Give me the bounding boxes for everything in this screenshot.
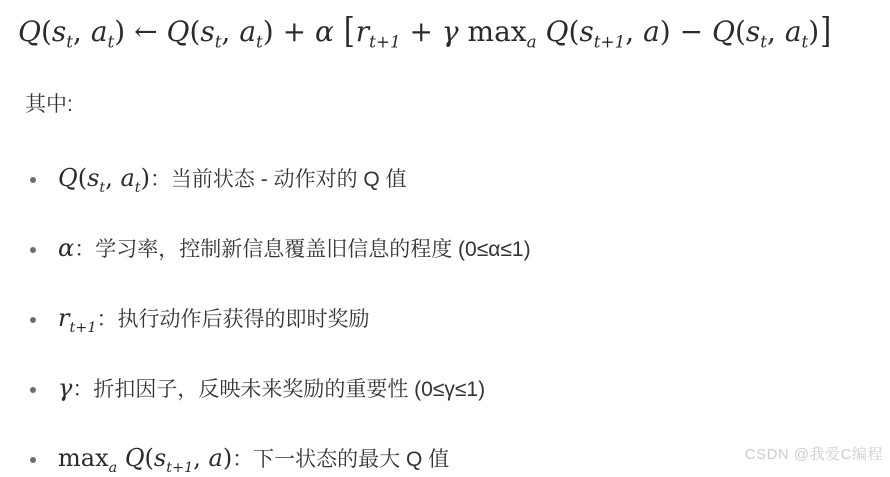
bullet-term: $r_{t+1}$ bbox=[58, 304, 97, 336]
list-item bbox=[30, 233, 531, 267]
list-item bbox=[30, 163, 531, 197]
csdn-watermark: CSDN @我爱C编程 bbox=[744, 446, 883, 463]
bullet-term: γ bbox=[58, 374, 73, 402]
bullet-dot-icon bbox=[30, 247, 36, 253]
bullet-dot-icon bbox=[30, 317, 36, 323]
bullet-desc: ：执行动作后获得的即时奖励 bbox=[96, 308, 370, 331]
bullet-desc: ：折扣因子，反映未来奖励的重要性 (0≤γ≤1) bbox=[72, 378, 486, 401]
bullet-term: α bbox=[58, 234, 75, 262]
bullet-desc: ：当前状态 - 动作对的 Q 值 bbox=[149, 168, 407, 191]
definitions-list bbox=[30, 163, 531, 477]
bullet-term: $Q(s_t$, $a_t$) bbox=[58, 164, 150, 196]
bullet-dot-icon bbox=[30, 177, 36, 183]
list-item bbox=[30, 373, 531, 407]
bullet-desc: ：学习率，控制新信息覆盖旧信息的程度 (0≤α≤1) bbox=[74, 238, 531, 261]
bullet-term: $\max_a Q(s_{t+1}$, a) bbox=[58, 444, 233, 476]
list-item bbox=[30, 443, 531, 477]
q-learning-update-formula: $Q(s_t$, $a_t$) ← $Q(s_t$, $a_t) + \alpha$ [$r_{t+1} + \gamma$ $\max_a Q(s_{t+1}$, $a) - Q(s_t$, $a_t$)] bbox=[18, 10, 832, 52]
where-label: 其中: bbox=[25, 93, 73, 116]
bullet-dot-icon bbox=[30, 457, 36, 463]
bullet-desc: ：下一状态的最大 Q 值 bbox=[232, 448, 450, 471]
bullet-dot-icon bbox=[30, 387, 36, 393]
list-item bbox=[30, 303, 531, 337]
